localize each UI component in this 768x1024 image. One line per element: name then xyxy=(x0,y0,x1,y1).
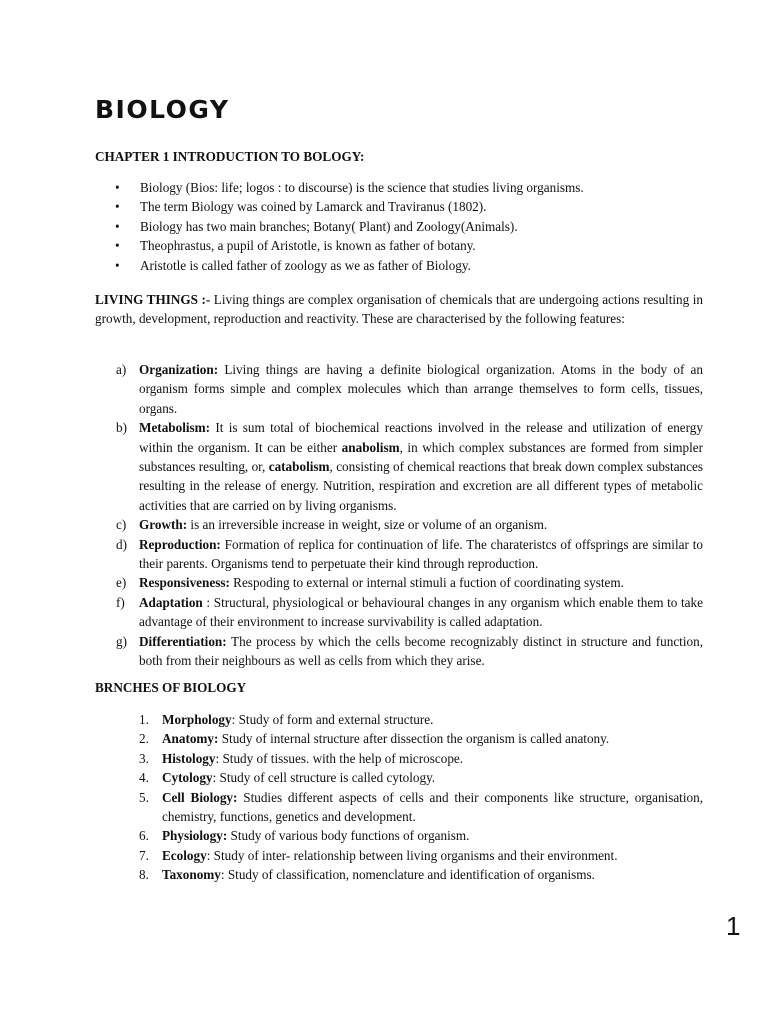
list-marker: b) xyxy=(116,420,127,436)
branch-term: Physiology: xyxy=(162,828,228,844)
branch-text: : Study of cell structure is called cytology. xyxy=(212,770,436,786)
branch-text: : Study of tissues. with the help of microscope. xyxy=(215,750,464,766)
feature-text: : Structural, physiological or behavioural changes in any organism which enable them to take advantage of their environment to increase survivability is called adaptation. xyxy=(139,594,703,630)
branch-item xyxy=(95,788,703,827)
feature-term: Growth: xyxy=(139,517,188,533)
branch-item xyxy=(95,846,703,865)
branch-text: : Study of inter- relationship between living organisms and their environment. xyxy=(206,847,618,863)
list-marker: d) xyxy=(116,536,127,552)
feature-text: , consisting of chemical reactions that break down complex substances resulting in the release of energy. Nutrition, respiration and excretion are all different types of metabolic activities that are carried on by living organisms. xyxy=(139,459,703,513)
chapter-heading: CHAPTER 1 INTRODUCTION TO BOLOGY: xyxy=(95,149,365,164)
list-marker: 7. xyxy=(139,847,149,863)
feature-text: , in which complex substances are formed from simpler substances resulting, or, xyxy=(139,439,703,475)
feature-term-inline: catabolism xyxy=(268,459,330,475)
list-marker: c) xyxy=(116,517,127,533)
feature-text: is an irreversible increase in weight, size or volume of an organism. xyxy=(187,517,548,533)
feature-term: Adaptation xyxy=(139,594,203,610)
branch-term: Cytology xyxy=(162,770,213,786)
branch-term: Ecology xyxy=(162,847,207,863)
feature-item xyxy=(95,535,703,574)
branch-item xyxy=(95,865,703,884)
living-things-label: LIVING THINGS :- xyxy=(95,292,211,307)
branch-term: Taxonomy xyxy=(162,867,221,883)
list-marker: 1. xyxy=(139,712,149,727)
list-marker: e) xyxy=(116,575,127,591)
feature-text: Living things are having a definite biological organization. Atoms in the body of an organism forms simple and complex molecules which than arrange themselves to form cells, tissues, organs. xyxy=(139,362,703,416)
feature-term-inline: anabolism xyxy=(341,439,400,455)
feature-term: Organization: xyxy=(139,362,219,377)
feature-item xyxy=(95,418,703,515)
branch-item xyxy=(95,768,703,787)
list-item: • Biology (Bios: life; logos : to discourse) is the science that studies living organisms. xyxy=(95,178,703,197)
branch-term: Morphology xyxy=(162,712,232,727)
feature-text: Formation of replica for continuation of life. The charateristcs of offsprings are similar to their parents. Organisms tend to perpetuate their kind through reproduction. xyxy=(139,536,703,572)
list-marker: 4. xyxy=(139,770,149,786)
branch-text: Study of various body functions of organism. xyxy=(227,828,470,844)
branch-text: : Study of form and external structure. xyxy=(231,712,434,727)
feature-item xyxy=(95,573,703,592)
feature-item xyxy=(95,515,703,534)
feature-item xyxy=(95,360,703,418)
living-things-paragraph xyxy=(95,290,703,329)
feature-term: Metabolism: xyxy=(139,420,211,436)
branch-item xyxy=(95,826,703,845)
feature-text: The process by which the cells become recognizably distinct in structure and function, both from their neighbours as well as cells from which they arise. xyxy=(139,633,703,669)
list-marker: 8. xyxy=(139,867,149,883)
intro-bullet-list xyxy=(95,178,703,275)
feature-term: Differentiation: xyxy=(139,633,227,649)
list-marker: 6. xyxy=(139,828,149,844)
branch-term: Anatomy: xyxy=(162,731,219,747)
list-item: • Theophrastus, a pupil of Aristotle, is known as father of botany. xyxy=(95,236,703,255)
list-marker: f) xyxy=(116,594,125,610)
page-number: 1 xyxy=(726,911,741,941)
branch-text: Studies different aspects of cells and their components like structure, organisation, chemistry, functions, genetics and development. xyxy=(162,789,703,825)
feature-item xyxy=(95,593,703,632)
branch-text: Study of internal structure after dissection the organism is called anatony. xyxy=(218,731,610,747)
branch-item xyxy=(95,729,703,748)
list-marker: 3. xyxy=(139,750,149,766)
branch-text: : Study of classification, nomenclature and identification of organisms. xyxy=(220,867,595,883)
feature-item xyxy=(95,632,703,671)
branch-item xyxy=(95,710,703,729)
features-list xyxy=(95,360,703,671)
list-item: • The term Biology was coined by Lamarck and Traviranus (1802). xyxy=(95,197,703,216)
list-item: • Aristotle is called father of zoology as we as father of Biology. xyxy=(95,256,703,275)
document-title: BIOLOGY xyxy=(95,95,230,124)
branches-heading: BRNCHES OF BIOLOGY xyxy=(95,680,247,695)
list-marker: g) xyxy=(116,633,127,649)
feature-text: It is sum total of biochemical reactions involved in the release and utilization of energy within the organism. It can be either xyxy=(139,420,703,455)
branch-item xyxy=(95,749,703,768)
living-things-text: Living things are complex organisation of chemicals that are undergoing actions resulting in growth, development, reproduction and reactivity. These are characterised by the following features: xyxy=(95,292,703,327)
feature-text: Respoding to external or internal stimuli a fuction of coordinating system. xyxy=(229,575,624,591)
feature-term: Responsiveness: xyxy=(139,575,230,591)
list-item: • Biology has two main branches; Botany( Plant) and Zoology(Animals). xyxy=(95,217,703,236)
feature-term: Reproduction: xyxy=(139,536,221,552)
branch-term: Histology xyxy=(162,750,216,766)
branch-term: Cell Biology: xyxy=(162,789,238,805)
list-marker: a) xyxy=(116,362,127,377)
list-marker: 2. xyxy=(139,731,149,747)
list-marker: 5. xyxy=(139,789,149,805)
branches-list xyxy=(95,710,703,885)
